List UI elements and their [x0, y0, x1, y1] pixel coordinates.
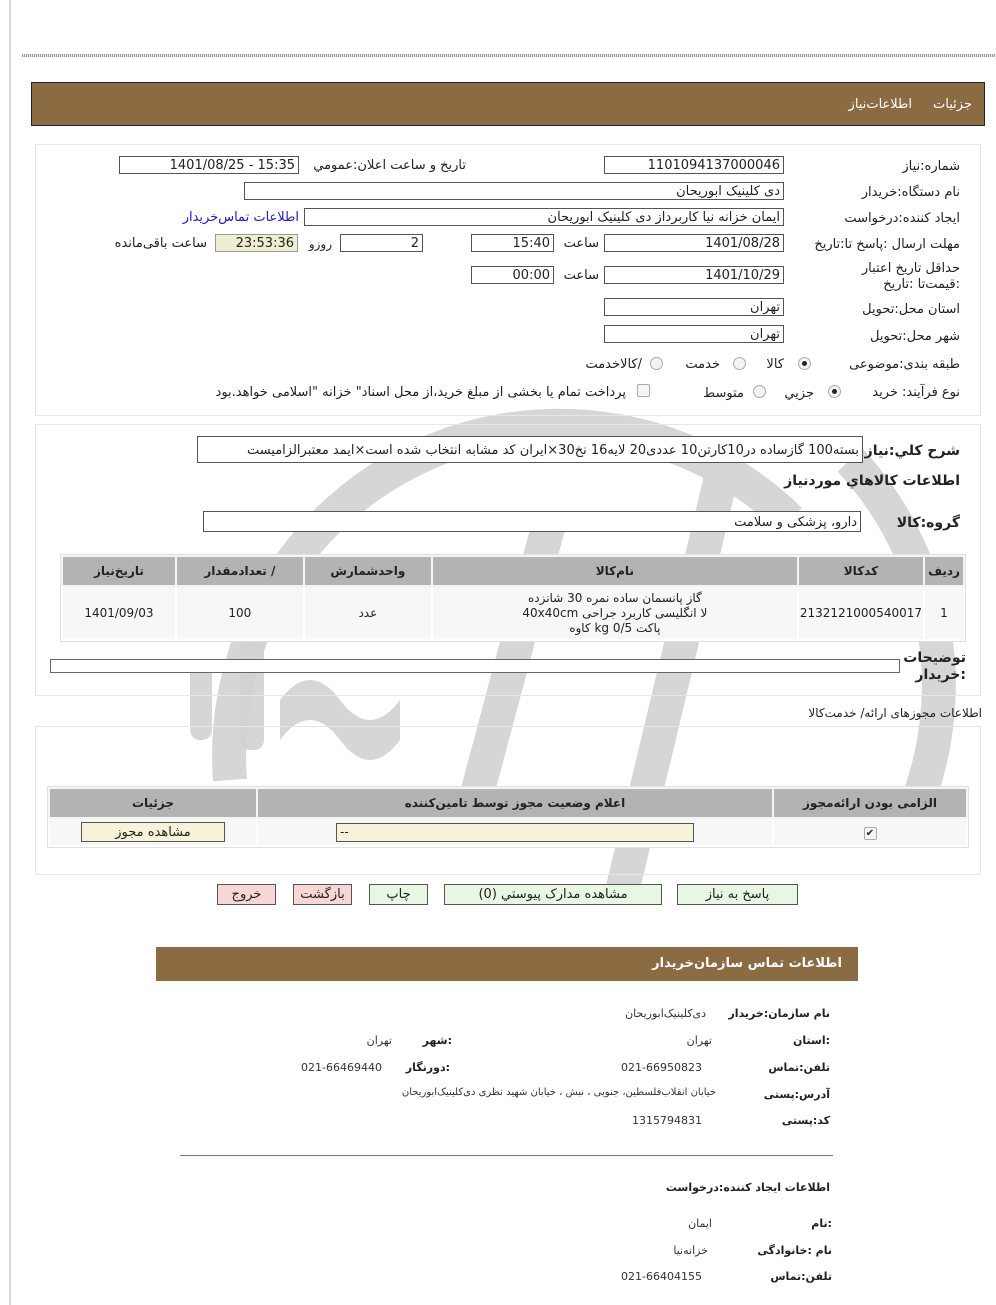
announce-datetime-field: 1401/08/25 - 15:35 [119, 156, 299, 174]
buyer-notes-label-line2: :خریدار [915, 667, 966, 683]
validity-date-field: 1401/10/29 [604, 266, 784, 284]
contact-address-value: خیابان انقلاب‌فلسطین، جنوبی ، نبش ، خیابان شهید نظری دی‌کلینیک‌ابوریحان [401, 1087, 716, 1098]
deadline-time-label: ساعت [563, 236, 599, 251]
col-permit-required: الزامی بودن ارائه‌مجوز [773, 788, 967, 818]
print-button[interactable]: چاپ [369, 884, 428, 905]
buyer-contact-header [156, 947, 858, 981]
validity-time-field: 00:00 [471, 266, 554, 284]
category-option-goods-service: /کالاخدمت [585, 357, 642, 372]
permits-table-wrapper [47, 786, 969, 848]
summary-desc-label: شرح کلي:نياز [864, 443, 960, 459]
summary-desc-field: بسته100 گازساده در10کارتن10 عددی20 لایه16 نخ30×ایران کد مشابه انتخاب شده است×ایمد معتبرالزامیست [197, 436, 863, 463]
contact-phone-value: 021-66950823 [621, 1061, 702, 1074]
col-permit-details: جزئیات [49, 788, 257, 818]
days-field: 2 [340, 234, 423, 252]
contact-phone-label: تلفن:تماس [768, 1061, 830, 1074]
item-name-line: لا انگلیسی کاربرد جراحی 40x40cm [522, 605, 708, 620]
contact-postal-value: 1315794831 [632, 1114, 702, 1127]
org-name-value: دی‌کلینیک‌ابوریحان [625, 1007, 706, 1020]
table-row [62, 586, 964, 640]
need-number-field: 1101094137000046 [604, 156, 784, 174]
city-label: شهر محل:تحویل [870, 329, 960, 344]
remaining-label: ساعت باقی‌مانده [114, 236, 207, 251]
contact-city-value: تهران [366, 1034, 392, 1047]
permit-required-checkbox[interactable]: ✔ [864, 827, 877, 840]
goods-info-title: اطلاعات کالاهاي موردنياز [784, 473, 960, 489]
items-table [61, 555, 965, 641]
category-option-goods: کالا [766, 357, 784, 372]
creator-label: ایجاد کننده:درخواست [844, 211, 960, 226]
cell-permit-details [49, 818, 257, 846]
exit-button[interactable]: خروج [217, 884, 276, 905]
creator-name-label: :نام [811, 1217, 832, 1230]
page-left-border [9, 0, 11, 1305]
process-option-medium: متوسط [703, 386, 744, 401]
province-label: استان محل:تحویل [862, 302, 960, 317]
reply-to-need-button[interactable]: پاسخ به نیاز [677, 884, 798, 905]
deadline-label: مهلت ارسال :پاسخ تا:تاریخ [814, 237, 960, 252]
creator-family-value: خزانه‌نیا [673, 1244, 708, 1257]
item-name-line: پاکت 0/5 kg کاوه [569, 620, 661, 635]
category-radio-goods[interactable] [798, 357, 811, 370]
view-attachments-button[interactable]: مشاهده مدارک پیوستي (0) [444, 884, 662, 905]
col-qty: / تعدادمقدار [176, 556, 304, 586]
view-permit-button[interactable]: مشاهده مجوز [81, 822, 225, 842]
col-row: رديف [924, 556, 964, 586]
cell-unit: عدد [304, 586, 432, 640]
goods-group-field: دارو، پزشکی و سلامت [203, 511, 861, 532]
contact-province-value: تهران [686, 1034, 712, 1047]
creator-field: ایمان خزانه نیا کاربرداز دی کلینیک ابوریحان [304, 208, 784, 226]
tab-need-info[interactable]: اطلاعات‌نیاز [848, 97, 912, 112]
need-number-label: شماره:نیاز [902, 159, 960, 174]
col-code: کدکالا [798, 556, 924, 586]
tab-details[interactable]: جزئیات [933, 97, 972, 112]
permits-title: اطلاعات مجوزهای ارائه/ خدمت‌کالا [808, 706, 982, 720]
items-table-wrapper [60, 554, 966, 642]
col-unit: واحدشمارش [304, 556, 432, 586]
buyer-org-label: نام دستگاه:خریدار [861, 185, 960, 200]
top-separator [22, 54, 996, 57]
days-label: روزو [308, 237, 332, 251]
creator-phone-label: تلفن:تماس [770, 1270, 832, 1283]
col-name: نام‌کالا [432, 556, 798, 586]
category-radio-service[interactable] [733, 357, 746, 370]
buyer-contact-link[interactable]: اطلاعات تماس‌خریدار [182, 210, 299, 225]
city-field: تهران [604, 325, 784, 343]
buyer-notes-field [50, 659, 900, 673]
process-radio-medium[interactable] [753, 385, 766, 398]
col-date: تاريخ‌نياز [62, 556, 176, 586]
buyer-org-field: دی کلینیک ابوریحان [244, 182, 784, 200]
announce-label: تاریخ و ساعت اعلان:عمومي [313, 158, 466, 173]
page-header-bar [31, 82, 985, 126]
item-name-line: گاز پانسمان ساده نمره 30 شانزده [527, 590, 702, 605]
creator-name-value: ایمان [688, 1217, 712, 1230]
deadline-date-field: 1401/08/28 [604, 234, 784, 252]
creator-family-label: نام :خانوادگی [757, 1244, 832, 1257]
creator-info-title: اطلاعات ایجاد کننده:درخواست [665, 1181, 830, 1194]
permits-table [48, 787, 968, 847]
cell-date: 1401/09/03 [62, 586, 176, 640]
cell-code: 2132121000540017 [798, 586, 924, 640]
cell-name [432, 586, 798, 640]
contact-province-label: :استان [793, 1034, 830, 1047]
process-label: نوع فرآیند: خرید [872, 385, 960, 400]
validity-time-label: ساعت [563, 268, 599, 283]
buyer-contact-title: اطلاعات تماس سازمان‌خریدار [652, 956, 842, 971]
remaining-time-field: 23:53:36 [215, 234, 298, 252]
cell-row: 1 [924, 586, 964, 640]
org-name-label: نام سازمان:خریدار [728, 1007, 830, 1020]
contact-fax-label: :دورنگار [405, 1061, 450, 1074]
category-radio-goods-service[interactable] [650, 357, 663, 370]
cell-permit-required [773, 818, 967, 846]
process-option-minor: جزيي [784, 386, 814, 401]
treasury-payment-checkbox[interactable] [637, 384, 650, 397]
treasury-payment-note: پرداخت تمام یا بخشی از مبلغ خرید،از محل اسناد" خزانه "اسلامی خواهد.بود [215, 385, 626, 400]
contact-fax-value: 021-66469440 [301, 1061, 382, 1074]
process-radio-minor[interactable] [828, 385, 841, 398]
cell-qty: 100 [176, 586, 304, 640]
table-row [49, 818, 967, 846]
permit-status-field: -- [336, 823, 694, 842]
category-option-service: خدمت [685, 357, 720, 372]
creator-phone-value: 021-66404155 [621, 1270, 702, 1283]
validity-label: حداقل تاریخ اعتبار :قیمت‌تا :تاریخ [861, 261, 960, 292]
contact-postal-label: کد:پستی [781, 1114, 830, 1127]
province-field: تهران [604, 298, 784, 316]
contact-city-label: :شهر [422, 1034, 452, 1047]
contact-address-label: آدرس:پستی [763, 1088, 830, 1101]
cell-permit-status [257, 818, 773, 846]
buyer-notes-label-line1: توضیحات [903, 650, 966, 666]
back-button[interactable]: بازگشت [293, 884, 352, 905]
deadline-time-field: 15:40 [471, 234, 554, 252]
category-label: طبقه بندی:موضوعی [849, 357, 960, 372]
col-permit-status: اعلام وضعیت مجوز توسط تامین‌کننده [257, 788, 773, 818]
contact-divider [180, 1155, 833, 1156]
goods-group-label: گروه:کالا [896, 515, 960, 531]
